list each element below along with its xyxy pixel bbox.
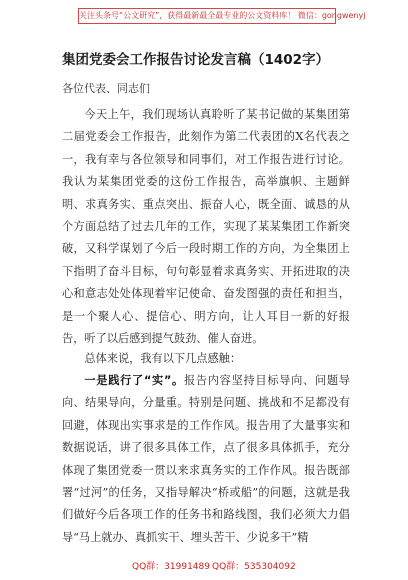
paragraph-opening <box>62 104 350 350</box>
paragraph-text: 今天上午，我们现场认真聆听了某书记做的某集团第二届党委会工作报告，此刻作为第二代表团的X名代表之一，我有幸与各位领导和同事们，对工作报告进行讨论。我认为某集团党委的这份工作报告，高举旗帜、主题鲜明、求真务实、重点突出、振奋人心，既全面、诚恳的从个方面总结了过去几年的工作，实现了某某集团工作新突破，又科学谋划了今后一段时期工作的方向，为全集团上下指明了奋斗目标，句句彰显着求真务实、开拓进取的决心和意志处处体现着牢记使命、奋发图强的责任和担当，是一个聚人心、提信心、明方向，让人耳目一新的好报告，听了以后感到提气鼓劲、催人奋进。 <box>62 108 350 346</box>
footer-contact <box>0 560 408 574</box>
paragraph-text: 报告内容坚持目标导向、问题导向、结果导向，分量重。特别是问题、挑战和不足都没有回避，体现出实事求是的工作作风。报告用了大量事实和数据说话，讲了很多具体工作，点了很多具体抓手，充分体现了集团党委一贯以来求真务实的工作作风。报告既部署“过河”的任务，又指导解决“桥或船”的问题，这就是我们做好今后各项工作的任务书和路线图，我们必须大力倡导“马上就办、真抓实干、埋头苦干、少说多干”精 <box>62 374 350 544</box>
paragraph-point-one <box>62 370 350 549</box>
qq-group-1: QQ群：31991489 <box>132 562 210 572</box>
salutation: 各位代表、同志们 <box>62 82 150 95</box>
qq-group-2: QQ群：535304092 <box>212 562 296 572</box>
point-lead: 一是践行了“实”。 <box>84 374 184 387</box>
promo-banner: 关注头条号“公文研究”，获得最新最全最专业的公文资料库！ 微信：gongwenyj <box>78 8 336 24</box>
document-title: 集团党委会工作报告讨论发言稿（1402字） <box>62 52 330 68</box>
paragraph-text: 总体来说，我有以下几点感触： <box>84 352 242 365</box>
paragraph-summary <box>62 348 350 370</box>
